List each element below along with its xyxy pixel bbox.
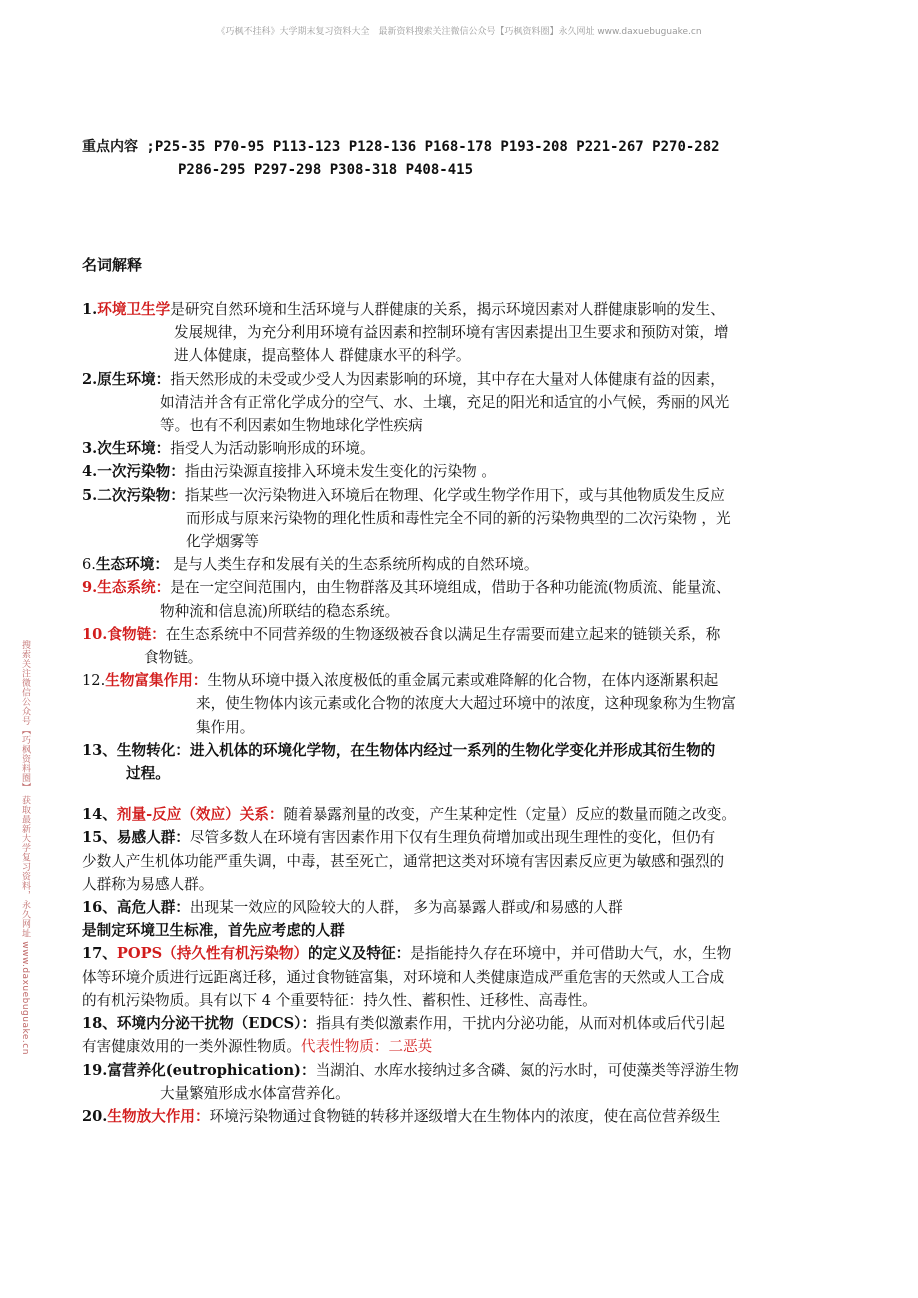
item-number: 10. [82,625,108,643]
item-number: 13、 [82,741,117,759]
item-continuation: 过程。 [126,765,170,783]
item-number: 12. [82,672,106,690]
item-number: 15、 [82,829,117,847]
item-body: 进入机体的环境化学物，在生物体内经过一系列的生物化学变化并形成其衍生物的 [189,741,716,759]
item-number: 1. [82,301,98,318]
item-body: 出现某一效应的风险较大的人群， 多为高暴露人群或/和易感的人群 [189,899,623,917]
item-term: 环境卫生学 [97,301,171,318]
key-pages-2: P286-295 P297-298 P308-318 P408-415 [178,162,474,178]
item-body: 当湖泊、水库水接纳过多含磷、氮的污水时，可使藻类等浮游生物 [315,1061,739,1079]
item-number: 9. [82,579,98,597]
item-number: 18、 [82,1015,117,1033]
item-term: 环境内分泌干扰物（EDCS）： [116,1015,317,1033]
item-body: 在生态系统中不同营养级的生物逐级被吞食以满足生存需要而建立起来的链锁关系，称 [165,625,721,643]
glossary-item-1 [82,298,872,368]
item-term: 原生环境： [97,370,171,388]
item-body: 生物从环境中摄入浓度极低的重金属元素或难降解的化合物，在体内逐渐累积起 [207,672,719,690]
item-term: 剂量-反应（效应）关系： [116,806,284,824]
item-continuation: 有害健康效用的一类外源性物质。 [82,1038,301,1056]
item-continuation: 集作用。 [196,718,255,736]
section-title: 名词解释 [82,256,143,274]
item-term: 二次污染物： [97,486,185,504]
item-number: 20. [82,1107,108,1125]
item-continuation: 人群称为易感人群。 [82,875,214,893]
glossary-item-20 [82,1105,872,1128]
side-watermark: 搜索关注微信公众号【巧枫资料圈】 获取最新大学复习资料，永久网址 www.daxuebuguake.cn [20,640,30,1055]
item-continuation: 发展规律，为充分利用环境有益因素和控制环境有害因素提出卫生要求和预防对策，增 [174,324,729,342]
glossary-item-17 [82,942,872,1012]
item-continuation: 大量繁殖形成水体富营养化。 [160,1084,350,1102]
item-term: 生物富集作用： [105,672,208,690]
item-term: 生物放大作用： [107,1107,210,1125]
key-content-label: 重点内容 [82,139,138,155]
key-pages-1: ;P25-35 P70-95 P113-123 P128-136 P168-178 P193-208 P221-267 P270-282 [138,139,720,155]
item-continuation: 化学烟雾等 [186,533,259,551]
glossary-item-6 [82,553,872,576]
item-continuation: 而形成与原来污染物的理化性质和毒性完全不同的新的污染物典型的二次污染物 ，光 [186,509,731,527]
item-continuation: 的有机污染物质。具有以下 4 个重要特征：持久性、蓄积性、迁移性、高毒性。 [82,991,597,1009]
item-continuation: 如清洁并含有正常化学成分的空气、水、土壤，充足的阳光和适宜的小气候，秀丽的风光 [160,393,730,411]
item-number: 3. [82,440,98,458]
item-body: 是指能持久存在环境中，并可借助大气，水，生物 [410,945,732,963]
item-number: 17、 [82,945,117,963]
glossary-item-5 [82,484,872,554]
key-content-block [82,136,720,182]
item-body: 是在一定空间范围内，由生物群落及其环境组成，借助于各种功能流(物质流、能量流、 [170,579,731,597]
item-term: 次生环境： [97,440,171,458]
glossary-item-16 [82,896,872,919]
item-continuation: 来，使生物体内该元素或化合物的浓度大大超过环境中的浓度，这种现象称为生物富 [196,695,736,713]
glossary-item-10 [82,623,872,669]
glossary-item-15 [82,826,872,896]
item-term: 生态系统： [97,579,171,597]
item-body: 尽管多数人在环境有害因素作用下仅有生理负荷增加或出现生理性的变化，但仍有 [189,829,716,847]
item-number: 14、 [82,806,117,824]
item-continuation: 进人体健康，提高整体人 群健康水平的科学。 [174,347,471,365]
item-term: 生物转化： [116,741,190,759]
item-body: 指具有类似激素作用，干扰内分泌功能，从而对机体或后代引起 [316,1015,725,1033]
item-body: 指由污染源直接排入环境未发生变化的污染物 。 [184,463,496,481]
key-content-row-1 [82,136,720,159]
item-term: 高危人群： [116,899,190,917]
glossary-item-19 [82,1059,872,1105]
item-term: 生态环境： [95,556,169,574]
bold-note: 是制定环境卫生标准，首先应考虑的人群 [82,922,345,940]
item-body: 是与人类生存和发展有关的生态系统所构成的自然环境。 [168,556,539,574]
representative-substance: 代表性物质：二恶英 [300,1038,433,1056]
item-number: 5. [82,486,98,504]
item-body: 环境污染物通过食物链的转移并逐级增大在生物体内的浓度，使在高位营养级生 [209,1107,721,1125]
item-continuation-line [82,1035,872,1058]
page-header-watermark: 《巧枫不挂科》大学期末复习资料大全 最新资料搜索关注微信公众号【巧枫资料圈】永久网址 www.daxuebuguake.cn [216,27,702,37]
item-number: 19. [82,1061,108,1079]
glossary-item-3 [82,437,872,460]
item-continuation: 食物链。 [144,649,203,667]
item-term: 富营养化(eutrophication)： [107,1061,316,1079]
item-continuation: 少数人产生机体功能严重失调，中毒，甚至死亡，通常把这类对环境有害因素反应更为敏感和强烈的 [82,852,725,870]
glossary-item-9 [82,576,872,622]
item-number: 2. [82,370,98,388]
item-number: 16、 [82,899,117,917]
glossary-item-4 [82,460,872,483]
item-term-suffix: 的定义及特征： [308,945,411,963]
glossary-item-14 [82,803,872,826]
item-body: 随着暴露剂量的改变，产生某种定性（定量）反应的数量而随之改变。 [283,806,736,824]
glossary-item-13 [82,739,872,785]
item-continuation: 体等环境介质进行远距离迁移，通过食物链富集，对环境和人类健康造成严重危害的天然或人工合成 [82,968,725,986]
item-term: 食物链： [107,625,166,643]
item-body: 指受人为活动影响形成的环境。 [170,440,375,458]
item-number: 4. [82,463,98,481]
item-term: 易感人群： [116,829,190,847]
item-continuation: 等。也有不利因素如生物地球化学性疾病 [160,417,423,435]
glossary-list [82,298,872,1128]
item-number: 6. [82,556,96,574]
item-body: 是研究自然环境和生活环境与人群健康的关系，揭示环境因素对人群健康影响的发生、 [170,301,725,318]
glossary-item-18 [82,1012,872,1058]
glossary-item-2 [82,368,872,438]
glossary-item-12 [82,669,872,739]
item-continuation: 物种流和信息流)所联结的稳态系统。 [160,602,400,620]
item-term: 一次污染物： [97,463,185,481]
item-body: 指天然形成的未受或少受人为因素影响的环境，其中存在大量对人体健康有益的因素， [170,370,725,388]
item-term: POPS（持久性有机污染物） [116,945,309,963]
item-body: 指某些一次污染物进入环境后在物理、化学或生物学作用下，或与其他物质发生反应 [184,486,725,504]
